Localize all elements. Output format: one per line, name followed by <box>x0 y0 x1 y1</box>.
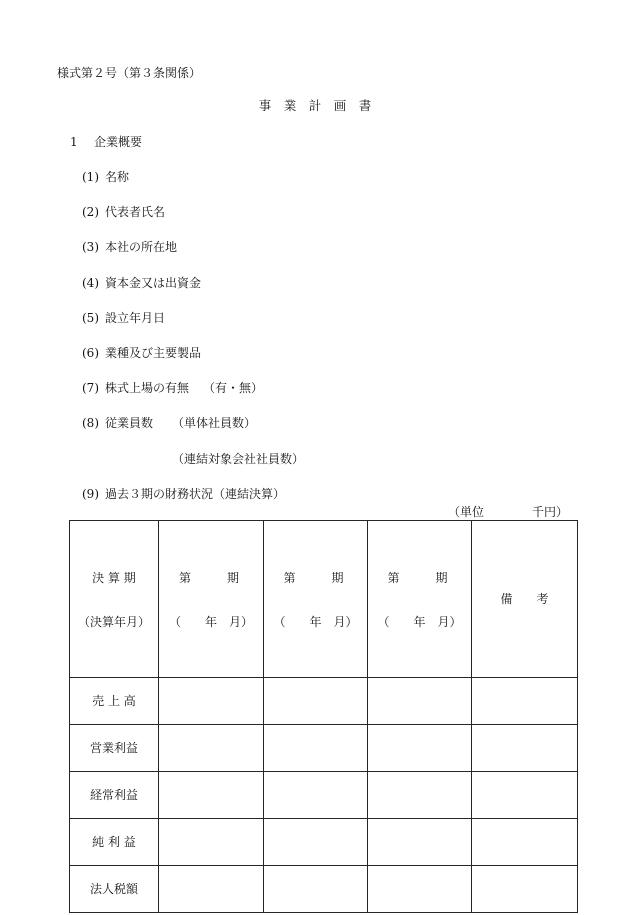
financial-table <box>69 520 578 913</box>
table-cell <box>159 678 264 725</box>
table-cell <box>159 725 264 772</box>
header-cell-remarks: 備 考 <box>472 521 578 678</box>
item-label-established: 設立年月日 <box>105 311 166 325</box>
row-label-sales: 売 上 高 <box>70 678 159 725</box>
header-term-label: 第 期 <box>387 571 452 585</box>
item-note-standalone: （単体社員数） <box>172 416 257 430</box>
table-cell <box>159 772 264 819</box>
table-cell <box>264 772 368 819</box>
header-term-label: 第 期 <box>178 571 243 585</box>
item-number: (4) <box>82 276 99 290</box>
table-row <box>70 678 578 725</box>
table-row <box>70 819 578 866</box>
table-cell <box>264 725 368 772</box>
item-number: (7) <box>82 381 99 395</box>
table-cell <box>472 866 578 913</box>
table-cell <box>472 772 578 819</box>
row-label-net-profit: 純 利 益 <box>70 819 159 866</box>
header-period-sub: （決算年月） <box>77 615 150 629</box>
document-title: 事 業 計 画 書 <box>258 98 372 113</box>
item-label-industry: 業種及び主要製品 <box>105 346 202 360</box>
item-note-consolidated: （連結対象会社社員数） <box>172 452 305 466</box>
table-cell <box>368 725 472 772</box>
header-cell-period <box>70 521 159 678</box>
row-label-corporate-tax: 法人税額 <box>70 866 159 913</box>
table-cell <box>472 678 578 725</box>
item-number: (9) <box>82 487 99 501</box>
table-cell <box>368 772 472 819</box>
header-cell-term-1 <box>159 521 264 678</box>
table-cell <box>264 678 368 725</box>
table-row <box>70 866 578 913</box>
header-cell-term-2 <box>264 521 368 678</box>
table-header-row <box>70 521 578 678</box>
header-term-date: （ 年 月） <box>273 615 358 629</box>
table-cell <box>368 819 472 866</box>
header-term-label: 第 期 <box>283 571 348 585</box>
item-label-listing: 株式上場の有無 <box>105 381 190 395</box>
table-cell <box>159 866 264 913</box>
row-label-operating-profit: 営業利益 <box>70 725 159 772</box>
item-note-listing: （有・無） <box>203 381 264 395</box>
table-cell <box>264 819 368 866</box>
table-cell <box>264 866 368 913</box>
unit-note: （単位 千円） <box>447 505 568 519</box>
item-number: (1) <box>82 170 99 184</box>
section-number: 1 <box>70 135 78 149</box>
item-number: (2) <box>82 205 99 219</box>
table-row <box>70 725 578 772</box>
item-number: (3) <box>82 240 99 254</box>
item-number: (8) <box>82 416 99 430</box>
item-label-capital: 資本金又は出資金 <box>105 276 202 290</box>
form-number: 様式第２号（第３条関係） <box>57 66 202 80</box>
row-label-ordinary-profit: 経常利益 <box>70 772 159 819</box>
item-label-financials: 過去３期の財務状況（連結決算） <box>105 487 286 501</box>
table-cell <box>472 725 578 772</box>
item-label-head-office: 本社の所在地 <box>105 240 178 254</box>
table-cell <box>368 866 472 913</box>
item-label-employees: 従業員数 <box>105 416 154 430</box>
header-cell-term-3 <box>368 521 472 678</box>
table-cell <box>159 819 264 866</box>
table-cell <box>472 819 578 866</box>
table-cell <box>368 678 472 725</box>
section-title: 企業概要 <box>94 135 143 149</box>
item-label-name: 名称 <box>105 170 130 184</box>
header-term-date: （ 年 月） <box>168 615 253 629</box>
item-number: (6) <box>82 346 99 360</box>
item-label-representative: 代表者氏名 <box>105 205 166 219</box>
item-number: (5) <box>82 311 99 325</box>
table-row <box>70 772 578 819</box>
header-term-date: （ 年 月） <box>377 615 462 629</box>
header-period-label: 決 算 期 <box>92 571 136 585</box>
